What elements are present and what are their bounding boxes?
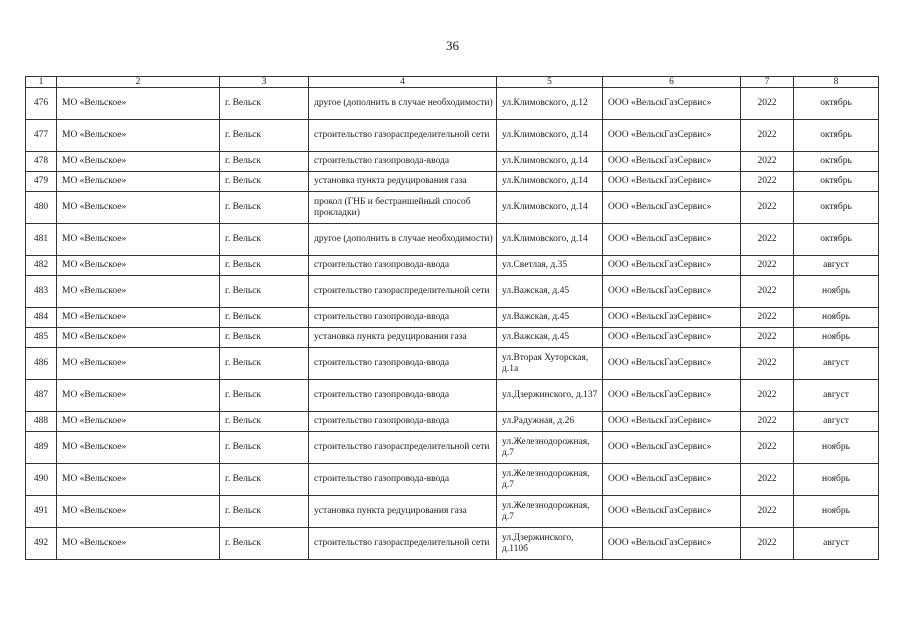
table-row	[26, 380, 879, 412]
row-number-cell: 478	[26, 152, 57, 172]
month-cell: август	[794, 528, 879, 560]
city-cell: г. Вельск	[220, 172, 309, 192]
row-number-cell: 476	[26, 88, 57, 120]
year-cell: 2022	[741, 464, 794, 496]
row-number-cell: 491	[26, 496, 57, 528]
month-cell: октябрь	[794, 152, 879, 172]
year-cell: 2022	[741, 192, 794, 224]
row-number-cell: 477	[26, 120, 57, 152]
row-number-cell: 485	[26, 328, 57, 348]
table-row	[26, 348, 879, 380]
row-number-cell: 486	[26, 348, 57, 380]
row-number-cell: 483	[26, 276, 57, 308]
column-header: 3	[220, 77, 309, 88]
organization-cell: ООО «ВельскГазСервис»	[603, 328, 741, 348]
city-cell: г. Вельск	[220, 120, 309, 152]
work-type-cell: строительство газопровода-ввода	[309, 380, 497, 412]
work-type-cell: строительство газораспределительной сети	[309, 120, 497, 152]
work-type-cell: строительство газораспределительной сети	[309, 528, 497, 560]
municipality-cell: МО «Вельское»	[57, 328, 220, 348]
year-cell: 2022	[741, 328, 794, 348]
municipality-cell: МО «Вельское»	[57, 192, 220, 224]
city-cell: г. Вельск	[220, 192, 309, 224]
organization-cell: ООО «ВельскГазСервис»	[603, 276, 741, 308]
table-row	[26, 528, 879, 560]
row-number-cell: 480	[26, 192, 57, 224]
organization-cell: ООО «ВельскГазСервис»	[603, 152, 741, 172]
month-cell: ноябрь	[794, 432, 879, 464]
row-number-cell: 481	[26, 224, 57, 256]
table-row	[26, 172, 879, 192]
column-header: 4	[309, 77, 497, 88]
table-row	[26, 192, 879, 224]
organization-cell: ООО «ВельскГазСервис»	[603, 464, 741, 496]
year-cell: 2022	[741, 172, 794, 192]
municipality-cell: МО «Вельское»	[57, 380, 220, 412]
work-type-cell: строительство газораспределительной сети	[309, 432, 497, 464]
organization-cell: ООО «ВельскГазСервис»	[603, 256, 741, 276]
table-row	[26, 120, 879, 152]
municipality-cell: МО «Вельское»	[57, 152, 220, 172]
address-cell: ул.Климовского, д.14	[497, 152, 603, 172]
city-cell: г. Вельск	[220, 256, 309, 276]
city-cell: г. Вельск	[220, 380, 309, 412]
municipality-cell: МО «Вельское»	[57, 224, 220, 256]
address-cell: ул.Железнодорожная, д.7	[497, 496, 603, 528]
work-type-cell: установка пункта редуцирования газа	[309, 496, 497, 528]
organization-cell: ООО «ВельскГазСервис»	[603, 380, 741, 412]
table-row	[26, 276, 879, 308]
city-cell: г. Вельск	[220, 328, 309, 348]
table-row	[26, 412, 879, 432]
city-cell: г. Вельск	[220, 308, 309, 328]
municipality-cell: МО «Вельское»	[57, 496, 220, 528]
municipality-cell: МО «Вельское»	[57, 412, 220, 432]
month-cell: октябрь	[794, 120, 879, 152]
year-cell: 2022	[741, 120, 794, 152]
row-number-cell: 489	[26, 432, 57, 464]
column-header: 1	[26, 77, 57, 88]
table-row	[26, 88, 879, 120]
work-type-cell: строительство газопровода-ввода	[309, 412, 497, 432]
month-cell: октябрь	[794, 192, 879, 224]
table-row	[26, 308, 879, 328]
address-cell: ул.Важская, д.45	[497, 328, 603, 348]
gas-works-table	[25, 76, 879, 560]
municipality-cell: МО «Вельское»	[57, 120, 220, 152]
column-header: 2	[57, 77, 220, 88]
month-cell: август	[794, 412, 879, 432]
city-cell: г. Вельск	[220, 224, 309, 256]
address-cell: ул.Важская, д.45	[497, 276, 603, 308]
table-row	[26, 496, 879, 528]
address-cell: ул.Климовского, д.14	[497, 120, 603, 152]
work-type-cell: прокол (ГНБ и бестраншейный способ прокладки)	[309, 192, 497, 224]
municipality-cell: МО «Вельское»	[57, 308, 220, 328]
municipality-cell: МО «Вельское»	[57, 256, 220, 276]
city-cell: г. Вельск	[220, 412, 309, 432]
municipality-cell: МО «Вельское»	[57, 172, 220, 192]
city-cell: г. Вельск	[220, 152, 309, 172]
column-header: 6	[603, 77, 741, 88]
address-cell: ул.Радужная, д.26	[497, 412, 603, 432]
month-cell: ноябрь	[794, 496, 879, 528]
month-cell: октябрь	[794, 224, 879, 256]
city-cell: г. Вельск	[220, 432, 309, 464]
month-cell: ноябрь	[794, 328, 879, 348]
year-cell: 2022	[741, 256, 794, 276]
year-cell: 2022	[741, 380, 794, 412]
organization-cell: ООО «ВельскГазСервис»	[603, 192, 741, 224]
table-row	[26, 328, 879, 348]
year-cell: 2022	[741, 88, 794, 120]
address-cell: ул.Климовского, д.14	[497, 224, 603, 256]
year-cell: 2022	[741, 432, 794, 464]
table-row	[26, 432, 879, 464]
column-header: 5	[497, 77, 603, 88]
year-cell: 2022	[741, 412, 794, 432]
address-cell: ул.Железнодорожная, д.7	[497, 432, 603, 464]
city-cell: г. Вельск	[220, 528, 309, 560]
city-cell: г. Вельск	[220, 276, 309, 308]
organization-cell: ООО «ВельскГазСервис»	[603, 120, 741, 152]
address-cell: ул.Климовского, д.14	[497, 172, 603, 192]
month-cell: ноябрь	[794, 308, 879, 328]
address-cell: ул.Дзержинского, д.137	[497, 380, 603, 412]
year-cell: 2022	[741, 528, 794, 560]
city-cell: г. Вельск	[220, 348, 309, 380]
organization-cell: ООО «ВельскГазСервис»	[603, 224, 741, 256]
organization-cell: ООО «ВельскГазСервис»	[603, 496, 741, 528]
municipality-cell: МО «Вельское»	[57, 348, 220, 380]
work-type-cell: строительство газопровода-ввода	[309, 348, 497, 380]
work-type-cell: строительство газопровода-ввода	[309, 308, 497, 328]
month-cell: ноябрь	[794, 464, 879, 496]
organization-cell: ООО «ВельскГазСервис»	[603, 412, 741, 432]
municipality-cell: МО «Вельское»	[57, 464, 220, 496]
municipality-cell: МО «Вельское»	[57, 528, 220, 560]
address-cell: ул.Климовского, д.14	[497, 192, 603, 224]
year-cell: 2022	[741, 224, 794, 256]
row-number-cell: 488	[26, 412, 57, 432]
organization-cell: ООО «ВельскГазСервис»	[603, 172, 741, 192]
month-cell: октябрь	[794, 172, 879, 192]
month-cell: август	[794, 380, 879, 412]
city-cell: г. Вельск	[220, 464, 309, 496]
year-cell: 2022	[741, 276, 794, 308]
address-cell: ул.Вторая Хуторская, д.1а	[497, 348, 603, 380]
month-cell: август	[794, 256, 879, 276]
year-cell: 2022	[741, 496, 794, 528]
address-cell: ул.Дзержинского, д.110б	[497, 528, 603, 560]
header-row	[26, 77, 879, 88]
work-type-cell: другое (дополнить в случае необходимости)	[309, 88, 497, 120]
row-number-cell: 487	[26, 380, 57, 412]
organization-cell: ООО «ВельскГазСервис»	[603, 88, 741, 120]
city-cell: г. Вельск	[220, 88, 309, 120]
year-cell: 2022	[741, 152, 794, 172]
table-row	[26, 256, 879, 276]
work-type-cell: строительство газораспределительной сети	[309, 276, 497, 308]
work-type-cell: строительство газопровода-ввода	[309, 464, 497, 496]
organization-cell: ООО «ВельскГазСервис»	[603, 432, 741, 464]
municipality-cell: МО «Вельское»	[57, 88, 220, 120]
row-number-cell: 479	[26, 172, 57, 192]
year-cell: 2022	[741, 308, 794, 328]
table-row	[26, 464, 879, 496]
row-number-cell: 490	[26, 464, 57, 496]
address-cell: ул.Климовского, д.12	[497, 88, 603, 120]
municipality-cell: МО «Вельское»	[57, 432, 220, 464]
address-cell: ул.Железнодорожная, д.7	[497, 464, 603, 496]
table-row	[26, 152, 879, 172]
column-header: 7	[741, 77, 794, 88]
organization-cell: ООО «ВельскГазСервис»	[603, 348, 741, 380]
work-type-cell: установка пункта редуцирования газа	[309, 172, 497, 192]
work-type-cell: другое (дополнить в случае необходимости)	[309, 224, 497, 256]
row-number-cell: 492	[26, 528, 57, 560]
month-cell: октябрь	[794, 88, 879, 120]
organization-cell: ООО «ВельскГазСервис»	[603, 528, 741, 560]
page-number: 36	[446, 38, 459, 53]
table-row	[26, 224, 879, 256]
organization-cell: ООО «ВельскГазСервис»	[603, 308, 741, 328]
row-number-cell: 484	[26, 308, 57, 328]
address-cell: ул.Важская, д.45	[497, 308, 603, 328]
municipality-cell: МО «Вельское»	[57, 276, 220, 308]
work-type-cell: установка пункта редуцирования газа	[309, 328, 497, 348]
city-cell: г. Вельск	[220, 496, 309, 528]
column-header: 8	[794, 77, 879, 88]
address-cell: ул.Светлая, д.35	[497, 256, 603, 276]
work-type-cell: строительство газопровода-ввода	[309, 256, 497, 276]
row-number-cell: 482	[26, 256, 57, 276]
work-type-cell: строительство газопровода-ввода	[309, 152, 497, 172]
month-cell: август	[794, 348, 879, 380]
year-cell: 2022	[741, 348, 794, 380]
month-cell: ноябрь	[794, 276, 879, 308]
